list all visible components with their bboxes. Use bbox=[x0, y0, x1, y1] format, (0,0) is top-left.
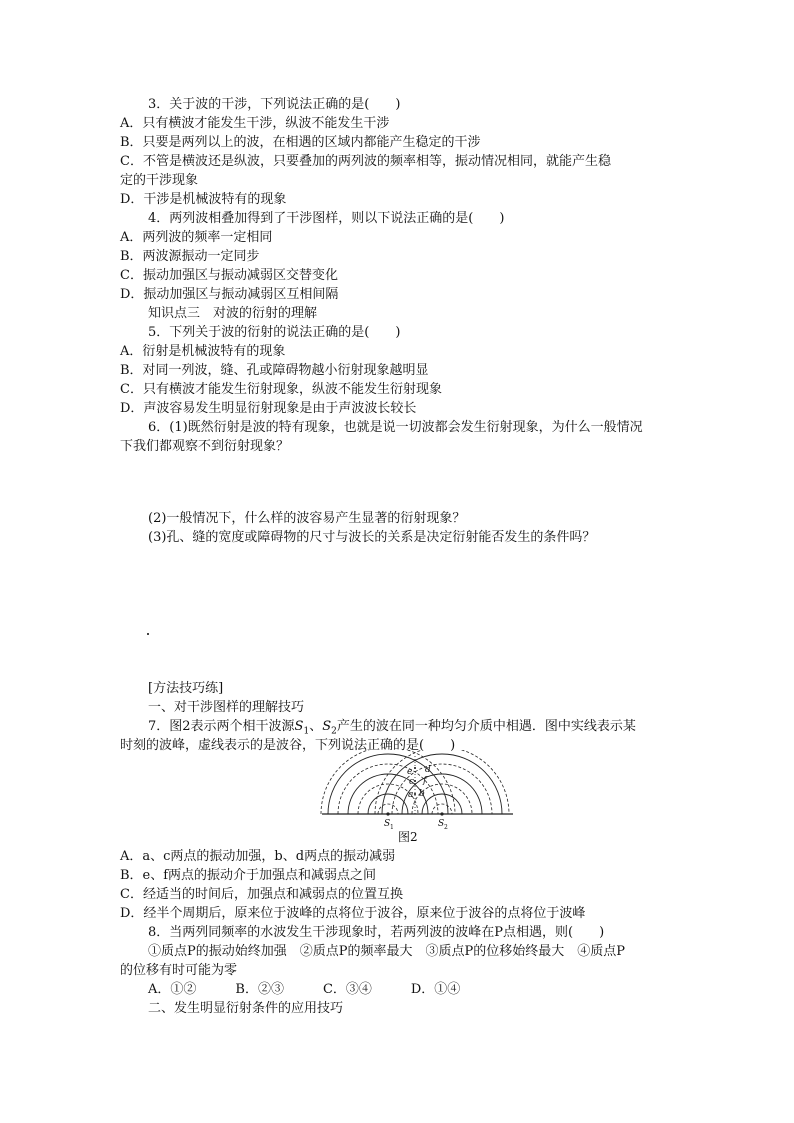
q3-option-c-line2: 定的干涉现象 bbox=[120, 173, 199, 188]
q6-part2: (2)一般情况下，什么样的波容易产生显著的衍射现象？ bbox=[148, 511, 466, 526]
point-d: d bbox=[425, 765, 431, 775]
label-s1: S bbox=[384, 819, 391, 829]
q6-part1-line2: 下我们都观察不到衍射现象？ bbox=[120, 439, 290, 454]
point-e-dot bbox=[414, 767, 416, 769]
method-subheading-2: 二、发生明显衍射条件的应用技巧 bbox=[148, 1001, 344, 1016]
point-a: a bbox=[408, 790, 414, 800]
method-title: [方法技巧练] bbox=[148, 681, 224, 696]
q4-stem: 4．两列波相叠加得到了干涉图样，则以下说法正确的是( ) bbox=[148, 211, 505, 226]
s1-trough-4 bbox=[321, 750, 455, 814]
q5-option-c: C．只有横波才能发生衍射现象，纵波不能发生衍射现象 bbox=[120, 382, 442, 397]
label-s1-sub: 1 bbox=[390, 824, 394, 830]
q7-s1-sub: 1 bbox=[303, 726, 310, 737]
q7-option-c: C．经适当的时间后，加强点和减弱点的位置互换 bbox=[120, 887, 403, 902]
stray-dot bbox=[147, 633, 149, 635]
method-subheading-1: 一、对干涉图样的理解技巧 bbox=[148, 700, 305, 715]
q3-stem: 3．关于波的干涉，下列说法正确的是( ) bbox=[148, 97, 401, 112]
q3-option-a: A．只有横波才能发生干涉，纵波不能发生干涉 bbox=[120, 116, 390, 131]
q8-statements-line2: 的位移有时可能为零 bbox=[120, 963, 238, 978]
q6-part3: (3)孔、缝的宽度或障碍物的尺寸与波长的关系是决定衍射能否发生的条件吗？ bbox=[148, 530, 596, 545]
q7-s2-sub: 2 bbox=[331, 726, 337, 737]
point-c-dot bbox=[414, 780, 416, 782]
q8-stem: 8．当两列同频率的水波发生干涉现象时，若两列波的波峰在P点相遇，则( ) bbox=[148, 925, 605, 940]
figure-caption: 图2 bbox=[398, 830, 418, 844]
source-s2-dot bbox=[440, 812, 443, 815]
label-s2: S bbox=[438, 819, 445, 829]
point-f: f bbox=[423, 776, 427, 786]
point-b: b bbox=[419, 789, 425, 799]
section-heading-diffraction: 知识点三 对波的衍射的理解 bbox=[148, 306, 318, 321]
q5-option-b: B．对同一列波，缝、孔或障碍物越小衍射现象越明显 bbox=[120, 363, 429, 378]
q7-stem-part3: 产生的波在同一种均匀介质中相遇．图中实线表示某 bbox=[336, 719, 636, 734]
interference-figure bbox=[320, 750, 515, 830]
q8-choices: A．①② B．②③ C．③④ D．①④ bbox=[148, 982, 461, 997]
q5-stem: 5．下列关于波的衍射的说法正确的是( ) bbox=[148, 325, 401, 340]
q4-option-a: A．两列波的频率一定相同 bbox=[120, 230, 273, 245]
q5-option-a: A．衍射是机械波特有的现象 bbox=[120, 344, 286, 359]
q7-option-b: B．e、f两点的振动介于加强点和减弱点之间 bbox=[120, 868, 377, 883]
q7-option-a: A．a、c两点的振动加强，b、d两点的振动减弱 bbox=[120, 849, 396, 864]
q7-stem-part1: 7．图2表示两个相干波源 bbox=[148, 719, 295, 734]
q7-s2: S bbox=[322, 719, 332, 734]
point-c: c bbox=[409, 777, 415, 787]
q7-stem-sep: 、 bbox=[309, 719, 323, 734]
point-e: e bbox=[407, 767, 413, 777]
q3-option-c-line1: C．不管是横波还是纵波，只要叠加的两列波的频率相等，振动情况相同，就能产生稳 bbox=[120, 154, 611, 169]
point-a-dot bbox=[414, 793, 416, 795]
q7-s1: S bbox=[294, 719, 304, 734]
q6-part1-line1: 6．(1)既然衍射是波的特有现象，也就是说一切波都会发生衍射现象，为什么一般情况 bbox=[148, 420, 643, 435]
q3-option-b: B．只要是两列以上的波，在相遇的区域内都能产生稳定的干涉 bbox=[120, 135, 481, 150]
q5-option-d: D．声波容易发生明显衍射现象是由于声波波长较长 bbox=[120, 401, 417, 416]
q8-statements-line1: ①质点P的振动始终加强 ②质点P的频率最大 ③质点P的位移始终最大 ④质点P bbox=[148, 944, 625, 959]
q7-stem-line2: 时刻的波峰，虚线表示的是波谷，下列说法正确的是( ) bbox=[120, 738, 456, 753]
s2-trough-4 bbox=[375, 750, 509, 814]
q7-option-d: D．经半个周期后，原来位于波峰的点将位于波谷，原来位于波谷的点将位于波峰 bbox=[120, 906, 586, 921]
q4-option-d: D．振动加强区与振动减弱区互相间隔 bbox=[120, 287, 339, 302]
s2-troughs bbox=[375, 750, 509, 814]
label-s2-sub: 2 bbox=[444, 824, 448, 830]
q4-option-c: C．振动加强区与振动减弱区交替变化 bbox=[120, 268, 338, 283]
q4-option-b: B．两波源振动一定同步 bbox=[120, 249, 260, 264]
q3-option-d: D．干涉是机械波特有的现象 bbox=[120, 192, 287, 207]
s1-troughs bbox=[321, 750, 455, 814]
source-s1-dot bbox=[386, 812, 389, 815]
